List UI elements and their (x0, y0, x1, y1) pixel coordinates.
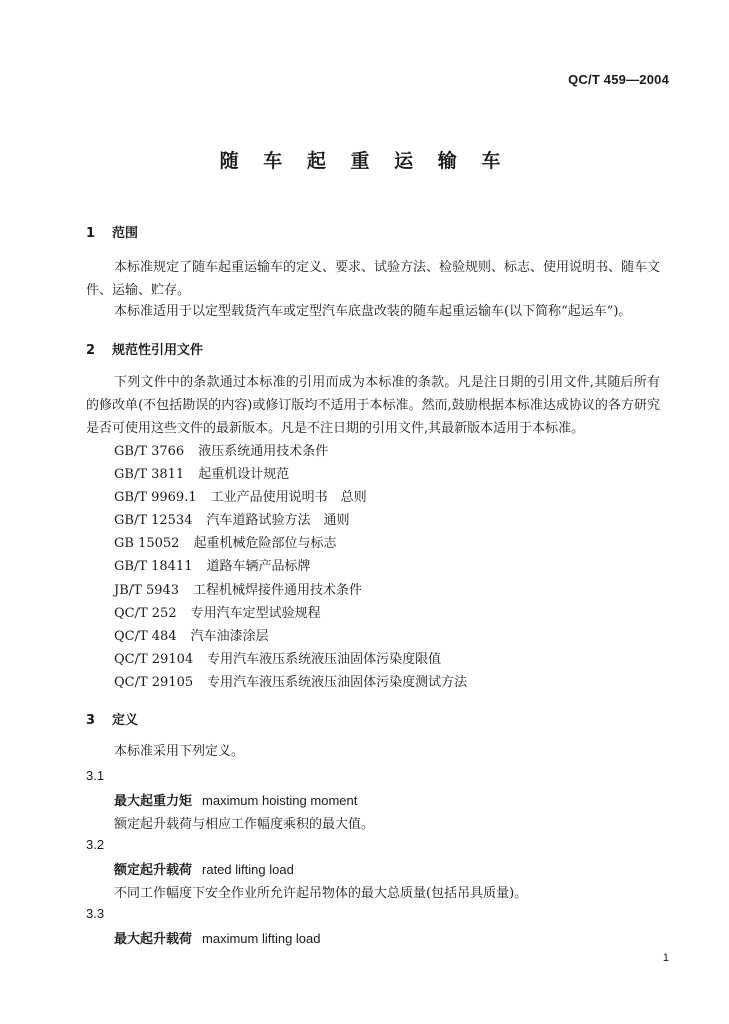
reference-code: QC/T 252 (114, 605, 177, 621)
section-3-heading (86, 709, 138, 728)
reference-list (114, 440, 467, 694)
standard-code: QC/T 459—2004 (568, 72, 669, 87)
document-title: 随 车 起 重 运 输 车 (219, 150, 510, 172)
term-english: rated lifting load (202, 862, 294, 877)
section-title: 规范性引用文件 (112, 343, 204, 358)
reference-item (114, 579, 467, 602)
reference-item (114, 671, 467, 694)
section-1-heading (86, 222, 138, 241)
reference-code: QC/T 484 (114, 628, 177, 644)
term-chinese: 最大起升载荷 (114, 932, 193, 947)
definition-3-2: 不同工作幅度下安全作业所允许起吊物体的最大总质量(包括吊具质量)。 (114, 886, 528, 901)
clause-number-3-3: 3.3 (86, 906, 105, 921)
reference-title: 专用汽车定型试验规程 (190, 605, 321, 621)
section-1-paragraph-2: 本标准适用于以定型载货汽车或定型汽车底盘改装的随车起重运输车(以下简称“起运车”)。 (114, 304, 632, 319)
section-number: 2 (86, 343, 96, 358)
clause-number-3-1: 3.1 (86, 768, 105, 783)
reference-title: 专用汽车液压系统液压油固体污染度测试方法 (207, 674, 468, 690)
reference-item (114, 486, 467, 509)
section-1-paragraph-1: 本标准规定了随车起重运输车的定义、要求、试验方法、检验规则、标志、使用说明书、随车文件、运输、贮存。 (86, 260, 661, 298)
section-title: 范围 (112, 226, 139, 241)
term-chinese: 额定起升载荷 (114, 863, 193, 878)
section-title: 定义 (112, 713, 139, 728)
reference-title: 汽车道路试验方法 通则 (206, 513, 350, 529)
section-2-paragraph-1: 下列文件中的条款通过本标准的引用而成为本标准的条款。凡是注日期的引用文件,其随后所有的修改单(不包括勘误的内容)或修订版均不适用于本标准。然而,鼓励根据本标准达成协议的各方研究是否可使用这些文件的最新版本。凡是不注日期的引用文件,其最新版本适用于本标准。 (86, 375, 660, 436)
term-chinese: 最大起重力矩 (114, 794, 193, 809)
reference-title: 道路车辆产品标牌 (206, 559, 311, 575)
term-3-1 (114, 790, 357, 809)
section-3-intro: 本标准采用下列定义。 (114, 744, 245, 759)
reference-code: GB 15052 (114, 536, 180, 552)
section-number: 3 (86, 713, 96, 728)
reference-item (114, 625, 467, 648)
reference-title: 汽车油漆涂层 (190, 628, 269, 644)
reference-item (114, 555, 467, 578)
reference-item (114, 440, 467, 463)
reference-title: 工程机械焊接件通用技术条件 (193, 582, 363, 598)
reference-title: 起重机设计规范 (198, 467, 290, 483)
clause-number-3-2: 3.2 (86, 837, 105, 852)
reference-title: 液压系统通用技术条件 (198, 444, 329, 459)
term-english: maximum hoisting moment (202, 793, 358, 808)
section-2-heading (86, 339, 203, 358)
reference-title: 工业产品使用说明书 总则 (210, 490, 367, 506)
reference-item (114, 509, 467, 532)
reference-item (114, 602, 467, 625)
term-3-3 (114, 928, 321, 947)
section-number: 1 (86, 226, 96, 241)
reference-code: QC/T 29105 (114, 674, 194, 690)
reference-code: JB/T 5943 (114, 582, 180, 598)
reference-item (114, 648, 467, 671)
reference-title: 起重机械危险部位与标志 (193, 536, 337, 552)
reference-code: GB/T 3811 (114, 467, 185, 483)
reference-code: GB/T 12534 (114, 513, 193, 529)
reference-code: GB/T 18411 (114, 559, 193, 575)
reference-title: 专用汽车液压系统液压油固体污染度限值 (207, 651, 442, 667)
reference-code: QC/T 29104 (114, 651, 194, 667)
term-english: maximum lifting load (202, 931, 321, 946)
reference-item (114, 463, 467, 486)
definition-3-1: 额定起升载荷与相应工作幅度乘积的最大值。 (114, 817, 375, 832)
reference-code: GB/T 3766 (114, 444, 185, 459)
page-number: 1 (662, 952, 669, 964)
term-3-2 (114, 859, 294, 878)
reference-code: GB/T 9969.1 (114, 490, 197, 506)
reference-item (114, 532, 467, 555)
